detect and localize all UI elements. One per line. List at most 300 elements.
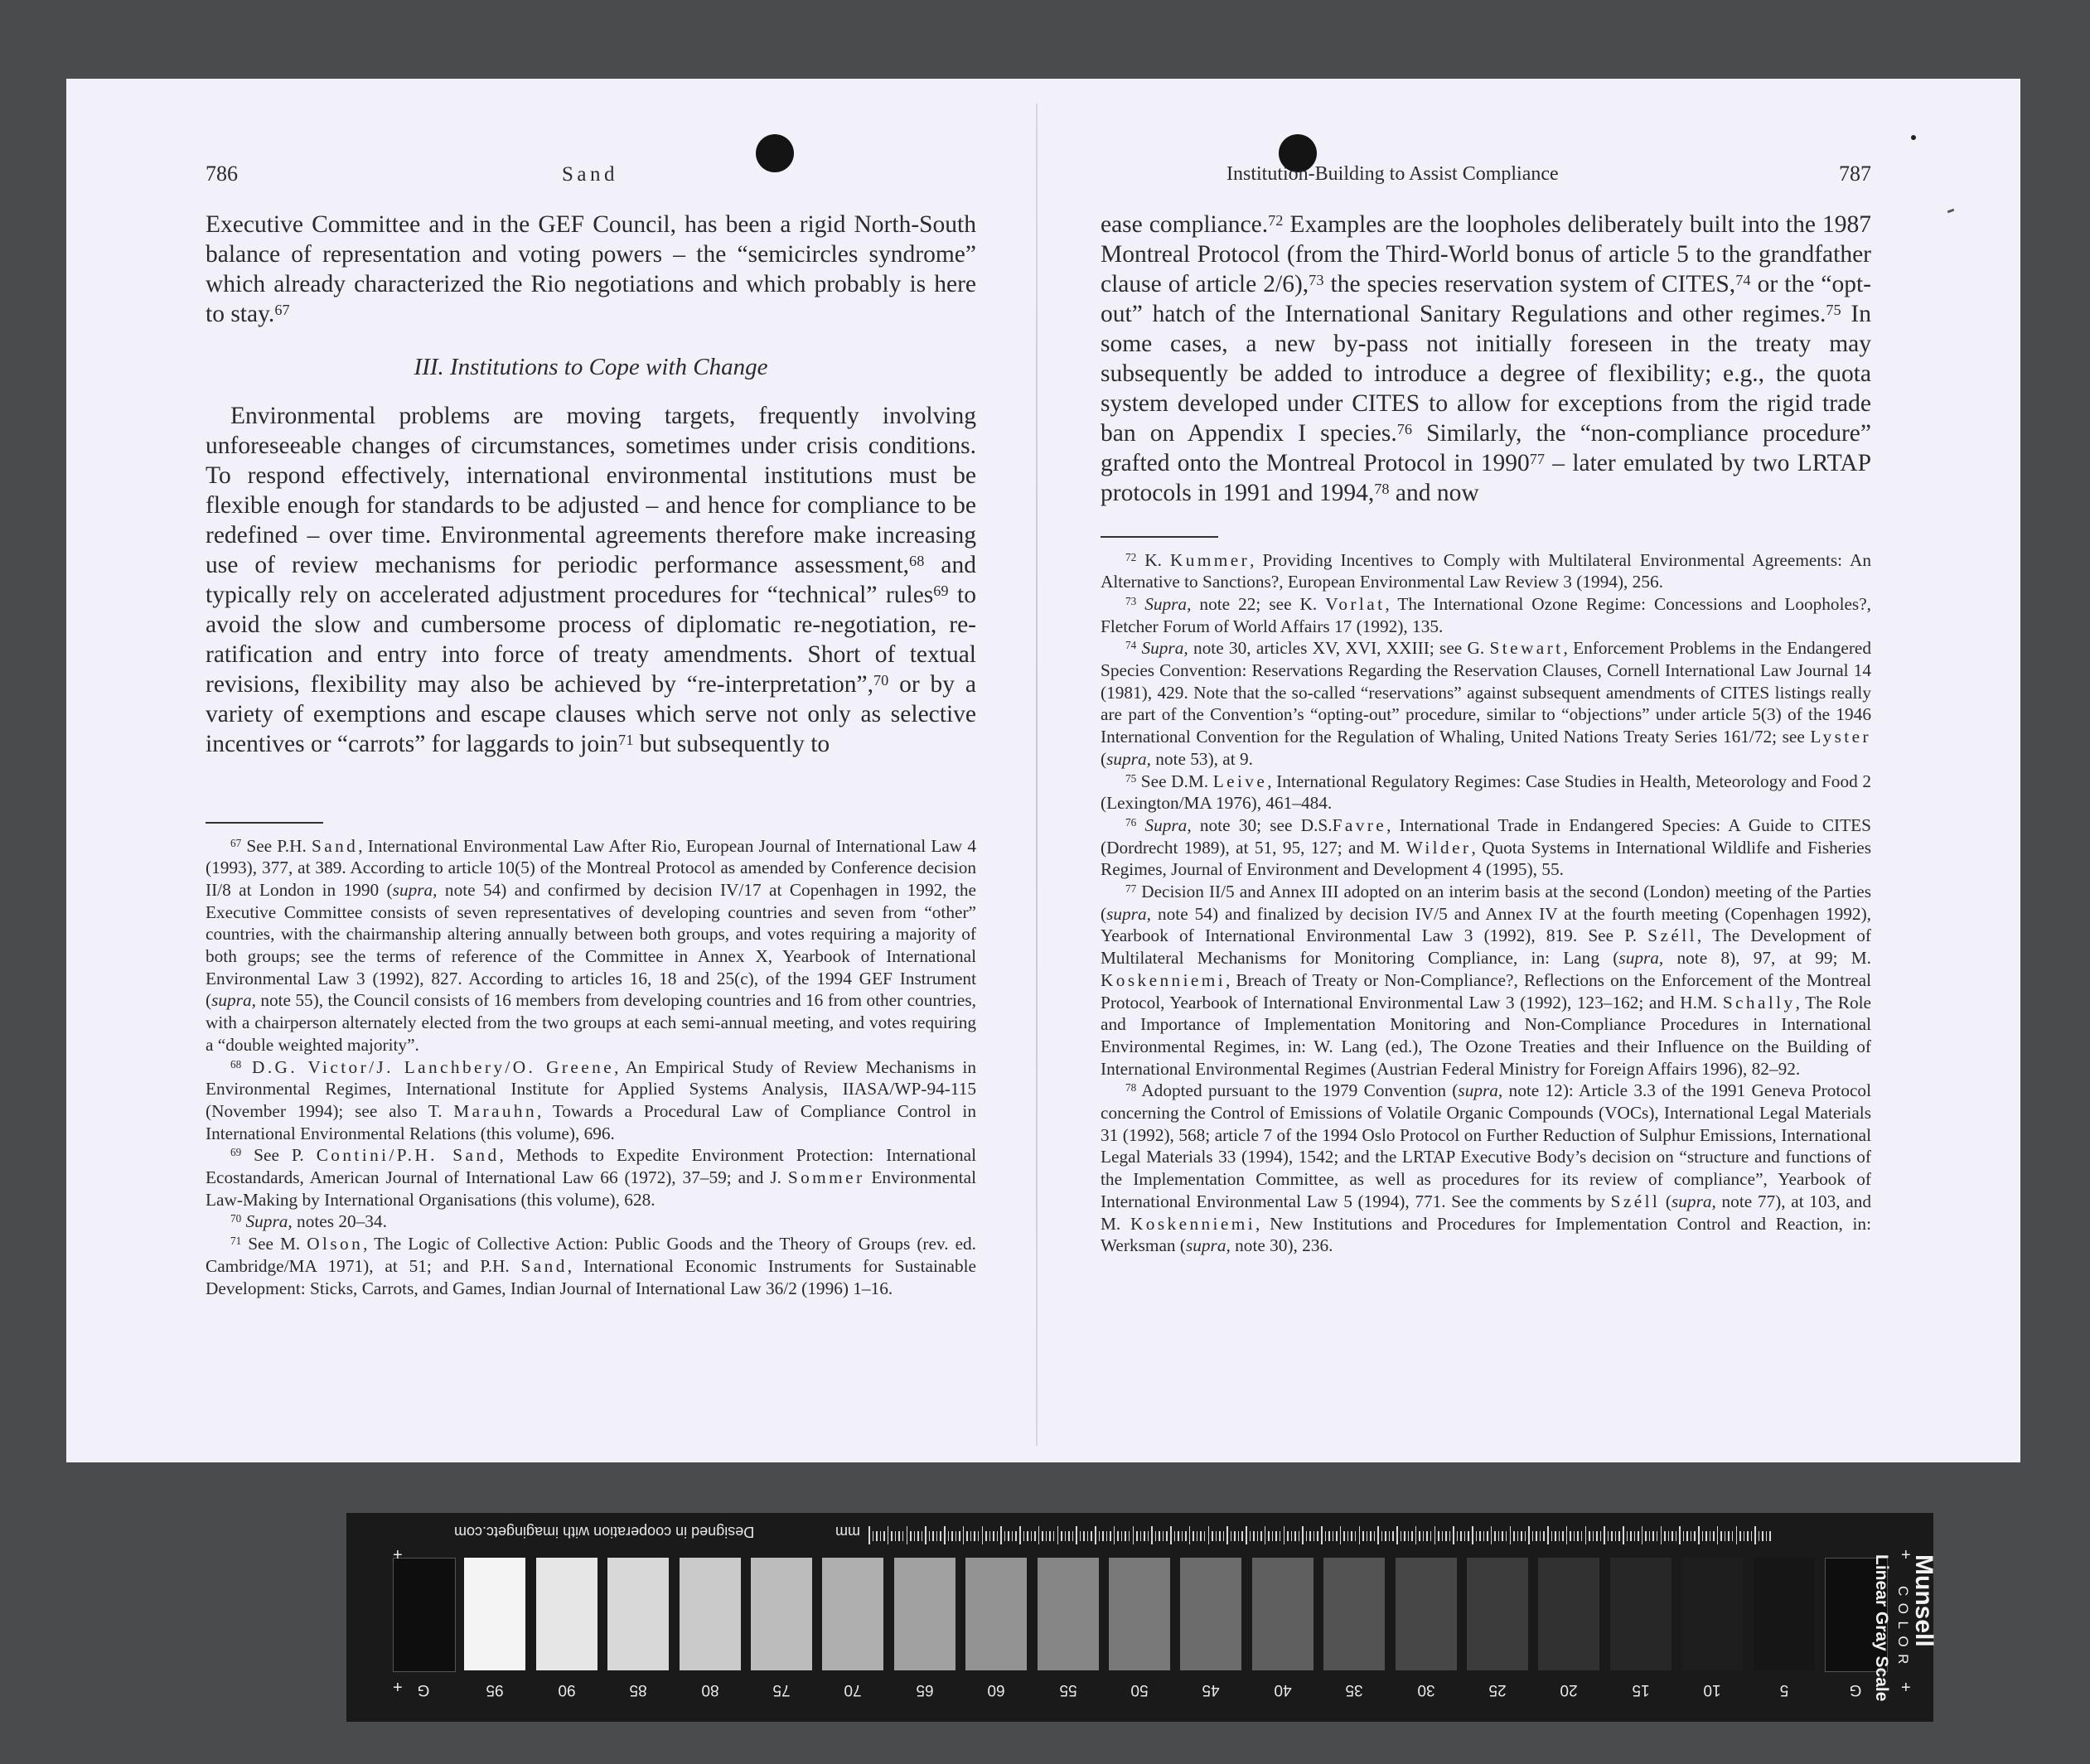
ruler-tick [1551,1531,1553,1541]
ruler-tick [1479,1531,1481,1541]
ruler-tick [1627,1531,1628,1541]
ruler-tick [932,1531,934,1541]
gray-patch [1180,1558,1241,1670]
gray-label: 15 [1632,1681,1650,1699]
gray-label: 65 [916,1681,934,1699]
ruler-tick [1725,1531,1726,1541]
ruler-tick [1212,1531,1213,1541]
ruler-tick [1144,1531,1145,1541]
ruler-tick [1023,1531,1025,1541]
ruler-tick [1449,1531,1451,1541]
ruler-tick [1562,1531,1564,1541]
ruler-tick [1694,1531,1696,1541]
ruler-tick [1460,1531,1462,1541]
ruler-tick [868,1526,870,1544]
ruler-tick [1423,1531,1425,1541]
ruler-tick [1253,1531,1255,1541]
ruler-tick [1528,1526,1530,1544]
footnote-74: $^{74}$ Supra, note 30, articles XV, XVI, XXIII; see G. Stewart, Enforcement Problems in the Endangered Species Convention: Reservations Regarding the Reservation Clauses, Cornell International Law Journal 14 (1981), 429. Note that the so-called “reservations” against subsequent amendments of CITES listings really are part of the Convention’s “opting-out” procedure, similar to “objections” under article 5(3) of the 1946 International Convention for the Regulation of Whaling, United Nations Treaty Series 161/72; see Lyster (supra, note 53), at 9. [1101,638,1872,769]
ruler-tick [1720,1531,1722,1541]
ruler-tick [1234,1531,1236,1541]
ruler-tick [1705,1531,1707,1541]
ink-speck [1947,209,1955,214]
ruler-tick [1287,1531,1289,1541]
ruler-tick [1155,1531,1157,1541]
ruler-tick [1284,1526,1285,1544]
ruler-tick [1438,1531,1439,1541]
ruler-tick [1080,1531,1081,1541]
ruler-tick [1593,1531,1594,1541]
gray-patch [965,1558,1027,1670]
ruler-tick [1668,1531,1670,1541]
ruler-tick [891,1531,893,1541]
ruler-tick [1170,1526,1172,1544]
ruler-tick [1031,1531,1033,1541]
plus-mark: + [1901,1679,1911,1697]
ruler-tick [1604,1526,1605,1544]
section-heading: III. Institutions to Cope with Change [414,354,768,380]
ruler-tick [1596,1531,1598,1541]
gray-patch [1538,1558,1599,1670]
ink-dot [1911,135,1916,140]
paragraph: ease compliance.$^{72}$ Examples are the loopholes deliberately built into the 1987 Montreal Protocol (from the Third-World bonus of article 5 to the grandfather clause of article 2/6),$^{73}$ the species reservation system of CITES,$^{74}$ or the “opt-out” hatch of the International Sanitary Regulations and other regimes.$^{75}$ In some cases, a new by-pass not initially foreseen in the treaty may subsequently be added to introduce a degree of flexibility; e.g., the quota system developed under CITES to allow for exceptions from the rigid trade ban on Appendix I species.$^{76}$ Similarly, the “non-compliance procedure” grafted onto the Montreal Protocol in 1990$^{77}$ – later emulated by two LRTAP protocols in 1991 and 1994,78 and now [1101,211,1871,506]
ruler-tick [925,1526,926,1544]
running-head: Institution-Building to Assist Compliance [1226,163,1559,185]
ruler-tick [1494,1531,1496,1541]
ruler-tick [951,1531,953,1541]
ruler-tick [1065,1531,1067,1541]
footnote-75: $^{75}$ See D.M. Leive, International Regulatory Regimes: Case Studies in Health, Meteorology and Food 2 (Lexington/MA 1976), 461–484. [1101,771,1871,814]
ruler-tick [1464,1531,1466,1541]
footnote-77: $^{77}$ Decision II/5 and Annex III adopted on an interim basis at the second (London) meeting of the Parties (supra, note 54) and finalized by decision IV/5 and Annex IV at the fourth meeting (Copenhagen 1992), Yearbook of International Environmental Law 3 (1992), 819. See P. Széll, The Development of Multilateral Mechanisms for Monitoring Compliance, in: Lang (supra, note 8), 97, at 99; M. Koskenniemi, Breach of Treaty or Non-Compliance?, Reflections on the Enforcement of the Montreal Protocol, Yearbook of International Environmental Law 3 (1992), 123–162; and H.M. Schally, The Role and Importance of Implementation Monitoring and Non-Compliance Procedures in International Environmental Regimes, in: W. Lang (ed.), The Ozone Treaties and their Influence on the Building of International Environmental Regimes (Austrian Federal Ministry for Foreign Affairs 1996), 82–92. [1101,882,1871,1079]
gray-label: G [417,1681,430,1699]
gray-patch [393,1558,456,1672]
footnote-ref: 72 [1268,211,1284,229]
ruler-tick [1540,1531,1541,1541]
ruler-tick [1536,1531,1537,1541]
gray-patch [464,1558,525,1670]
gray-label: 85 [629,1681,647,1699]
ruler-tick [1238,1531,1240,1541]
ruler-tick [1370,1531,1372,1541]
gray-label: 70 [844,1681,862,1699]
ruler-tick [1246,1526,1247,1544]
gray-patch [1109,1558,1170,1670]
ruler-tick [1600,1531,1602,1541]
ruler-tick [1642,1526,1643,1544]
ruler-tick [1091,1531,1092,1541]
gray-label: 10 [1703,1681,1721,1699]
footnote-ref: 74 [1735,271,1751,288]
ruler-tick [1095,1526,1096,1544]
ruler-tick [1404,1531,1405,1541]
ruler-tick [1291,1531,1293,1541]
ruler-tick [1702,1531,1704,1541]
ruler-tick [1019,1526,1021,1544]
ruler-tick [1657,1531,1658,1541]
ruler-tick [1611,1531,1613,1541]
footnote-70: $^{70}$ Supra, notes 20–34. [230,1211,387,1232]
ruler-tick [1581,1531,1583,1541]
ruler-tick [993,1531,994,1541]
ruler-tick [1355,1531,1357,1541]
ruler-tick [963,1526,965,1544]
footnote-rule [206,822,323,824]
ruler-tick [1510,1526,1512,1544]
ruler-tick [1769,1531,1771,1541]
ruler-tick [1362,1531,1364,1541]
ruler-tick [1260,1531,1262,1541]
ruler-tick [1325,1531,1327,1541]
ruler-tick [944,1526,946,1544]
footnote-rule [1101,536,1218,538]
gray-label: 50 [1130,1681,1149,1699]
ruler-tick [1483,1531,1485,1541]
plus-mark: + [393,1679,403,1697]
ruler-tick [1570,1531,1571,1541]
footnote-ref: 71 [618,731,634,748]
ruler-tick [1623,1526,1624,1544]
ruler-tick [940,1531,941,1541]
ruler-tick [982,1526,984,1544]
ruler-tick [1766,1531,1768,1541]
ruler-tick [1638,1531,1639,1541]
gray-patch [751,1558,812,1670]
ruler-tick [907,1526,908,1544]
card-title: Linear Gray Scale [1872,1554,1891,1702]
credit-line: Designed in cooperation with imagingetc.com [454,1524,755,1540]
ruler-tick [1630,1531,1632,1541]
ruler-tick [1333,1531,1334,1541]
ruler-tick [1117,1531,1119,1541]
plus-mark: + [1901,1546,1911,1564]
ruler-tick [1543,1531,1545,1541]
ruler-tick [1547,1526,1549,1544]
ruler-tick [1762,1531,1763,1541]
page-header [206,162,976,195]
ruler-tick [974,1531,975,1541]
gray-patch [894,1558,955,1670]
page-body [1101,210,1871,508]
munsell-brand [1846,1546,1946,1704]
gray-patch [1610,1558,1672,1670]
footnote-72: $^{72}$ K. Kummer, Providing Incentives to Comply with Multilateral Environmental Agreements: An Alternative to Sanctions?, European Environmental Law Review 3 (1994), 256. [1101,549,1871,592]
ruler-tick [1250,1531,1251,1541]
ruler-tick [876,1531,878,1541]
ruler-tick [902,1531,904,1541]
ruler-tick [1046,1531,1047,1541]
ruler-tick [1589,1531,1590,1541]
ruler-tick [1049,1531,1051,1541]
ruler-tick [1314,1531,1315,1541]
ruler-tick [1057,1526,1059,1544]
ruler-tick [1491,1526,1493,1544]
footnote-ref: 69 [933,582,949,599]
gray-label: 45 [1202,1681,1220,1699]
ruler-tick [1083,1531,1085,1541]
ruler-tick [1299,1531,1300,1541]
ruler-tick [1359,1526,1361,1544]
ruler-tick [1151,1526,1153,1544]
ruler-tick [1430,1531,1432,1541]
gray-label: 90 [558,1681,576,1699]
ruler-tick [1140,1531,1142,1541]
ruler-tick [1275,1531,1277,1541]
ruler-tick [1193,1531,1194,1541]
ruler-tick [1110,1531,1111,1541]
ruler-tick [1008,1531,1009,1541]
ruler-tick [1426,1531,1428,1541]
ruler-tick [1645,1531,1647,1541]
ruler-tick [1585,1526,1587,1544]
gray-patch [536,1558,597,1670]
ruler-tick [1691,1531,1692,1541]
ruler-tick [1042,1531,1043,1541]
ruler-tick [1732,1531,1734,1541]
ruler-tick [1506,1531,1507,1541]
ruler-tick [1241,1531,1243,1541]
ruler-tick [1159,1531,1160,1541]
ruler-tick [1736,1526,1738,1544]
page-body [206,210,976,759]
gray-patch [1396,1558,1457,1670]
ruler-tick [1472,1526,1473,1544]
brand-sub: COLOR [1895,1586,1911,1671]
ruler-tick [1102,1531,1104,1541]
ruler-tick [1321,1526,1323,1544]
ruler-tick [1408,1531,1410,1541]
ruler-tick [929,1531,931,1541]
ruler-tick [1759,1531,1760,1541]
ruler-tick [1012,1531,1014,1541]
ruler-tick [1185,1531,1187,1541]
footnote-ref: 76 [1396,420,1412,437]
ruler-tick [883,1531,885,1541]
ruler-tick [1367,1531,1368,1541]
ruler-tick [936,1531,938,1541]
gray-patch [1681,1558,1743,1670]
footnote-ref: 77 [1529,450,1546,467]
ruler-tick [1317,1531,1318,1541]
footnote-67: $^{67}$ See P.H. Sand, International Environmental Law After Rio, European Journal of International Law 4 (1993), 377, at 389. According to article 10(5) of the Montreal Protocol as amended by Conference decision II/8 at London in 1990 (supra, note 54) and confirmed by decision IV/17 at Copenhagen in 1992, the Executive Committee consists of seven representatives of developing countries and seven from “other” countries, with the chairmanship altering annually between both groups, and votes requiring a majority of both groups; see the terms of reference of the Committee in Annex X, Yearbook of International Environmental Law 3 (1992), 827. According to articles 16, 18 and 25(c), of the 1994 GEF Instrument (supra, note 55), the Council consists of 16 members from developing countries and 16 from other countries, with a chairperson alternately elected from the two groups at each semi-annual meeting, and votes requiring a “double weighted majority”. [206,835,976,1055]
ruler-tick [1411,1531,1413,1541]
ruler-tick [1751,1531,1753,1541]
ruler-tick [1133,1526,1135,1544]
ruler-tick [1204,1531,1206,1541]
ruler-tick [1053,1531,1055,1541]
ruler-tick [1618,1531,1620,1541]
footnote-73: $^{73}$ Supra, note 22; see K. Vorlat, The International Ozone Regime: Concessions and Loopholes?, Fletcher Forum of World Affairs 17 (1992), 135. [1101,593,1872,636]
page-number: 787 [1839,162,1871,186]
plus-mark: + [393,1546,403,1564]
gray-label: 95 [486,1681,504,1699]
ruler-tick [1698,1526,1700,1544]
ruler-tick [1442,1531,1444,1541]
gray-label: 40 [1274,1681,1292,1699]
footnote-78: $^{78}$ Adopted pursuant to the 1979 Convention (supra, note 12): Article 3.3 of the 1991 Geneva Protocol concerning the Control of Emissions of Volatile Organic Compounds (VOCs), International Legal Materials 31 (1992), 568; article 7 of the 1994 Oslo Protocol on Further Reduction of Sulphur Emissions, International Legal Materials 33 (1994), 1542; and the LRTAP Executive Body’s decision on “structure and functions of the Implementation Committee, as well as procedures for its review of compliance”, Yearbook of International Environmental Law 5 (1994), 771. See the comments by Széll (supra, note 77), at 103, and M. Koskenniemi, New Institutions and Procedures for Implementation Control and Reaction, in: Werksman (supra, note 30), 236. [1101,1080,1872,1256]
ruler-tick [1710,1531,1711,1541]
center-fold [1036,104,1038,1446]
footnotes [1101,536,1871,1257]
book-spread [66,79,2020,1462]
ruler-tick [1309,1531,1311,1541]
ruler-tick [880,1531,882,1541]
ruler-tick [1513,1531,1515,1541]
ruler-tick [1136,1531,1138,1541]
ruler-tick [1559,1531,1560,1541]
ruler-tick [1072,1531,1074,1541]
ruler-tick [1280,1531,1281,1541]
running-head: Sand [562,163,618,186]
ruler-tick [989,1531,991,1541]
ruler-tick [1114,1526,1115,1544]
gray-label: 80 [701,1681,719,1699]
gray-patch [822,1558,883,1670]
ruler-tick [1166,1531,1168,1541]
ruler-tick [1374,1531,1376,1541]
ruler-tick [1268,1531,1270,1541]
ruler-tick [1683,1531,1685,1541]
ruler-tick [1121,1531,1123,1541]
ruler-tick [1231,1531,1232,1541]
footnotes [206,822,976,1299]
ruler-tick [1189,1526,1191,1544]
paragraph: Environmental problems are moving targets, frequently involving unforeseeable changes of circumstances, sometimes under crisis conditions. To respond effectively, international environmental institutions must be flexible enough for standards to be adjusted – and hence for compliance to be redefined – over time. Environmental agreements therefore make increasing use of review mechanisms for periodic performance assessment,$^{68}$ and typically rely on accelerated adjustment procedures for “technical” rules$^{69}$ to avoid the slow and cumbersome process of diplomatic re-negotiation, re-ratification and entry into force of treaty amendments. Short of textual revisions, flexibility may also be achieved by “re-interpretation”,$^{70}$ or by a variety of exemptions and escape clauses which serve not only as selective incentives or “carrots” for laggards to join$^{71}$ but subsequently to [206,403,976,757]
ruler-tick [1525,1531,1526,1541]
ruler-tick [1099,1531,1101,1541]
ruler-tick [895,1531,897,1541]
gray-patch [680,1558,741,1670]
ruler-tick [1487,1531,1488,1541]
ruler-tick [1219,1531,1221,1541]
paragraph: Executive Committee and in the GEF Council, has been a rigid North-South balance of representation and voting powers – the “semicircles syndrome” which already characterized the Rio negotiations and which probably is here to stay.$^{67}$ [206,211,976,327]
ruler-tick [1182,1531,1183,1541]
ruler-tick [1728,1531,1730,1541]
ruler-tick [1574,1531,1575,1541]
ruler-tick [1076,1526,1077,1544]
ruler-tick [1434,1526,1436,1544]
ruler-tick [914,1531,916,1541]
gray-patch [1754,1558,1815,1670]
footnote-ref: 78 [1374,480,1390,497]
ruler-tick [873,1531,874,1541]
ruler-tick [1174,1531,1176,1541]
ruler-tick [1306,1531,1308,1541]
gray-label: G [1849,1681,1862,1699]
ruler-tick [1566,1526,1568,1544]
page-header [1101,162,1871,195]
ruler-tick [966,1531,968,1541]
ruler-tick [1336,1531,1338,1541]
ruler-tick [1106,1531,1108,1541]
gray-patch [1323,1558,1385,1670]
ruler-tick [1392,1531,1394,1541]
gray-patch [1252,1558,1314,1670]
footnote-69: $^{69}$ See P. Contini/P.H. Sand, Methods to Expedite Environment Protection: International Ecostandards, American Journal of International Law 66 (1972), 37–59; and J. Sommer Environmental Law-Making by International Organisations (this volume), 628. [206,1145,976,1210]
ruler-tick [997,1531,999,1541]
ruler-tick [1351,1531,1352,1541]
ruler-tick [1649,1531,1651,1541]
ruler-tick [978,1531,980,1541]
ruler-tick [1347,1531,1349,1541]
gray-label: 75 [772,1681,791,1699]
page-number: 786 [206,162,238,186]
ruler-tick [1027,1531,1028,1541]
ruler-tick [1129,1531,1130,1541]
ruler-tick [1445,1531,1447,1541]
ruler-tick [1257,1531,1259,1541]
ruler-tick [1615,1531,1617,1541]
ruler-tick [985,1531,987,1541]
ruler-tick [917,1531,919,1541]
ruler-tick [1396,1526,1398,1544]
ruler-tick [910,1531,912,1541]
ruler-tick [1068,1531,1070,1541]
ruler-tick [1419,1531,1420,1541]
ruler-tick [1208,1526,1210,1544]
ruler-tick [1468,1531,1469,1541]
ruler-tick [1634,1531,1636,1541]
footnote-68: $^{68}$ D.G. Victor/J. Lanchbery/O. Greene, An Empirical Study of Review Mechanisms in Environmental Regimes, International Institute for Applied Systems Analysis, IIASA/WP-94-115 (November 1994); see also T. Marauhn, Towards a Procedural Law of Compliance Control in International Environmental Relations (this volume), 696. [206,1056,976,1143]
ruler-tick [1328,1531,1330,1541]
ruler-tick [1672,1531,1673,1541]
ruler-tick [1034,1531,1036,1541]
ruler-tick [1377,1526,1379,1544]
ruler-tick [1744,1531,1745,1541]
ruler-tick [1178,1531,1179,1541]
ruler-tick [1476,1531,1478,1541]
gray-patch [1467,1558,1528,1670]
ruler-tick [898,1531,900,1541]
ruler-tick [1340,1526,1342,1544]
gray-scale-card [346,1513,1938,1722]
ruler-tick [1223,1531,1225,1541]
ruler-tick [1294,1531,1296,1541]
ruler-unit: mm [835,1524,860,1540]
ruler-tick [1216,1531,1217,1541]
gray-label: 25 [1488,1681,1507,1699]
ruler-tick [1415,1526,1417,1544]
ruler-tick [1498,1531,1500,1541]
ruler-tick [1343,1531,1345,1541]
ruler-tick [1717,1526,1719,1544]
ruler-tick [1754,1526,1756,1544]
ruler-tick [1664,1531,1666,1541]
ruler-tick [955,1531,957,1541]
ruler-tick [1272,1531,1274,1541]
ruler-tick [1038,1526,1040,1544]
ruler-tick [1532,1531,1534,1541]
ruler-tick [1302,1526,1304,1544]
gray-label: 30 [1417,1681,1435,1699]
ruler-tick [1502,1531,1503,1541]
ruler-tick [1385,1531,1386,1541]
ruler-tick [959,1531,960,1541]
ruler-tick [1381,1531,1383,1541]
ruler-tick [888,1526,889,1544]
ruler-tick [948,1531,950,1541]
ruler-tick [1686,1531,1688,1541]
ruler-tick [1713,1531,1715,1541]
footnote-71: $^{71}$ See M. Olson, The Logic of Collective Action: Public Goods and the Theory of Groups (rev. ed. Cambridge/MA 1971), at 51; and P.H. Sand, International Economic Instruments for Sustainable Development: Sticks, Carrots, and Games, Indian Journal of International Law 36/2 (1996) 1–16. [206,1234,976,1298]
ruler-tick [1163,1531,1164,1541]
footnote-76: $^{76}$ Supra, note 30; see D.S.Favre, International Trade in Endangered Species: A Guide to CITES (Dordrecht 1989), at 51, 95, 127; and M. Wilder, Quota Systems in International Wildlife and Fisheries Regimes, Journal of Environment and Development 4 (1995), 55. [1101,814,1872,880]
ruler-tick [1000,1526,1002,1544]
footnote-ref: 73 [1309,271,1324,288]
ruler-tick [1517,1531,1519,1541]
gray-label: 60 [987,1681,1005,1699]
ruler-tick [1401,1531,1402,1541]
